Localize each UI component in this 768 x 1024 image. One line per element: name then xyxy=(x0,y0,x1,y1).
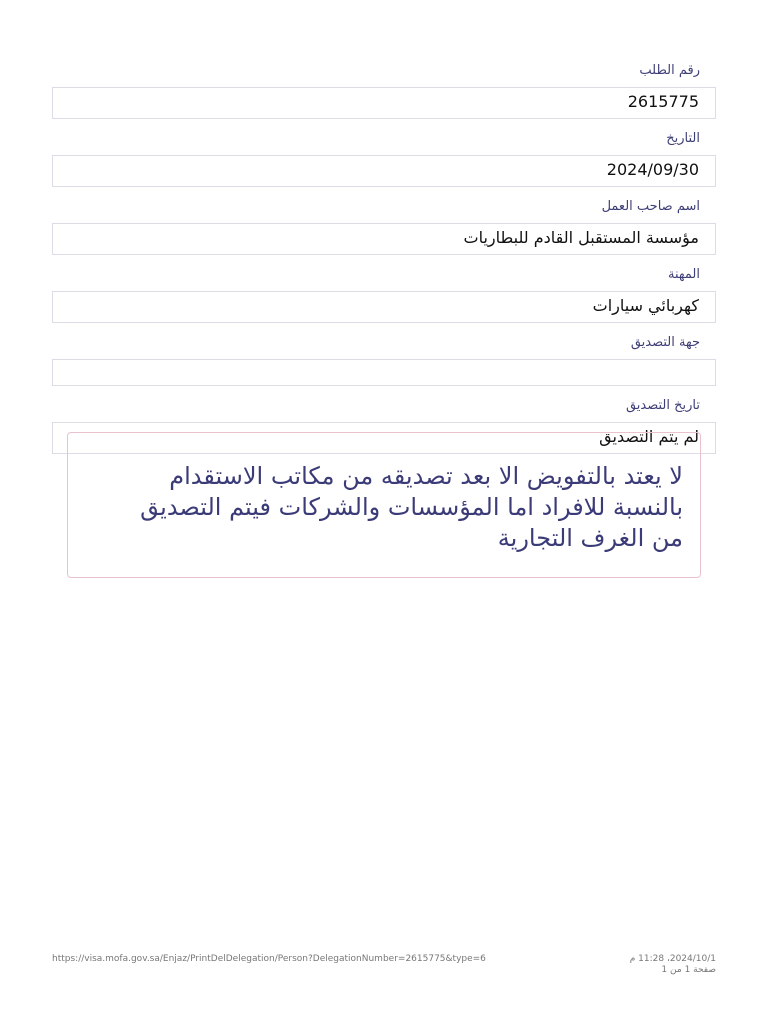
page-number: صفحة 1 من 1 xyxy=(661,965,716,975)
certification-authority-value xyxy=(52,359,716,386)
employer-name-group xyxy=(52,198,716,255)
certification-notice: لا يعتد بالتفويض الا بعد تصديقه من مكاتب الاستقدام بالنسبة للافراد اما المؤسسات والشركات فيتم التصديق من الغرف التجارية xyxy=(67,432,701,578)
delegation-form xyxy=(52,62,716,465)
print-info xyxy=(516,954,716,976)
date-value: 2024/09/30 xyxy=(52,155,716,187)
request-number-group xyxy=(52,62,716,119)
profession-label: المهنة xyxy=(668,267,700,282)
profession-group xyxy=(52,266,716,323)
certification-date-value: لم يتم التصديق xyxy=(52,422,716,454)
date-group xyxy=(52,130,716,187)
profession-value: كهربائي سيارات xyxy=(52,291,716,323)
certification-authority-label: جهة التصديق xyxy=(630,335,700,350)
certification-authority-group xyxy=(52,334,716,386)
date-label: التاريخ xyxy=(666,131,700,146)
employer-name-label: اسم صاحب العمل xyxy=(601,199,700,214)
page-url: https://visa.mofa.gov.sa/Enjaz/PrintDelDelegation/Person?DelegationNumber=2615775&type=6 xyxy=(52,954,486,964)
request-number-label: رقم الطلب xyxy=(639,63,700,78)
employer-name-value: مؤسسة المستقبل القادم للبطاريات xyxy=(52,223,716,255)
request-number-value: 2615775 xyxy=(52,87,716,119)
print-datetime: 2024/10/1، 11:28 م xyxy=(629,954,716,964)
certification-date-label: تاريخ التصديق xyxy=(625,398,700,413)
